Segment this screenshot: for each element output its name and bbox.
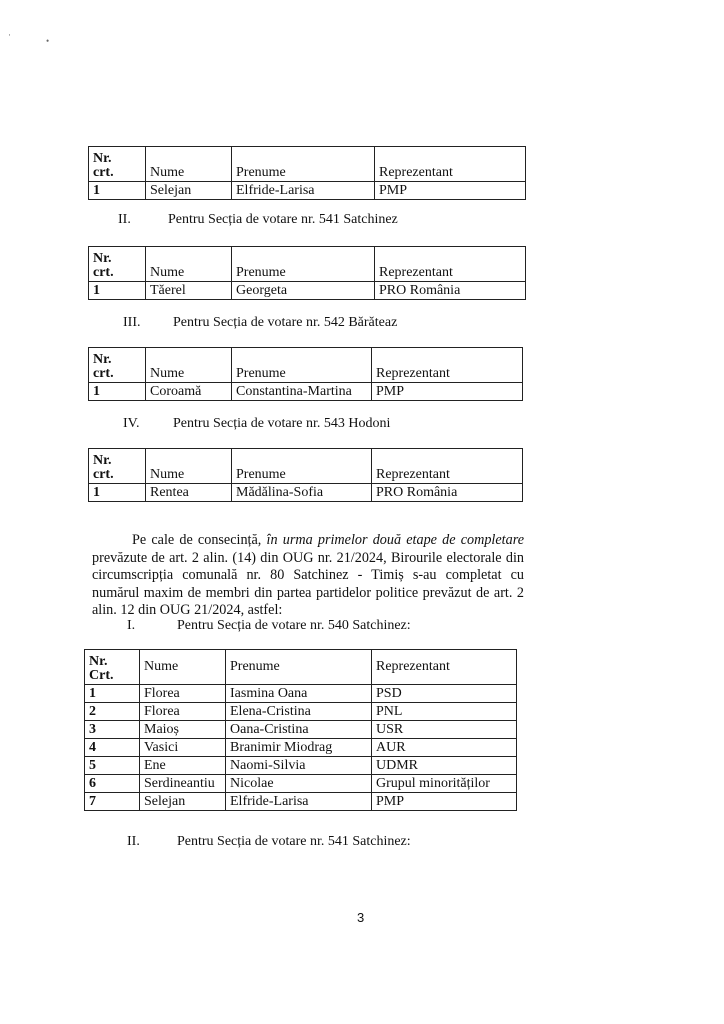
cell-nume: Vasici xyxy=(140,739,226,757)
table-header-row xyxy=(89,147,526,182)
table-header-row xyxy=(89,348,523,383)
cell-prenume: Elfride-Larisa xyxy=(226,793,372,811)
table-row xyxy=(89,282,526,300)
cell-prenume: Georgeta xyxy=(232,282,375,300)
table-row xyxy=(85,757,517,775)
cell-reprezentant: Grupul minorităților xyxy=(372,775,517,793)
cell-nume: Serdineantiu xyxy=(140,775,226,793)
section-heading xyxy=(127,834,411,850)
header-nr: Nr. crt. xyxy=(89,348,146,383)
cell-nume: Tăerel xyxy=(146,282,232,300)
header-nr: Nr. Crt. xyxy=(85,650,140,685)
cell-nr: 4 xyxy=(85,739,140,757)
header-nume: Nume xyxy=(146,348,232,383)
table-row xyxy=(85,739,517,757)
table-row xyxy=(85,793,517,811)
table-row xyxy=(85,721,517,739)
header-nr: Nr. crt. xyxy=(89,449,146,484)
header-reprezentant: Reprezentant xyxy=(375,247,526,282)
cell-nume: Florea xyxy=(140,685,226,703)
header-nume: Nume xyxy=(146,247,232,282)
cell-reprezentant: PNL xyxy=(372,703,517,721)
header-reprezentant: Reprezentant xyxy=(372,650,517,685)
cell-nume: Coroamă xyxy=(146,383,232,401)
header-nr: Nr. crt. xyxy=(89,147,146,182)
section-heading xyxy=(118,212,398,228)
cell-prenume: Oana-Cristina xyxy=(226,721,372,739)
cell-nr: 1 xyxy=(89,383,146,401)
header-prenume: Prenume xyxy=(232,348,372,383)
table-row xyxy=(89,383,523,401)
header-nr: Nr. crt. xyxy=(89,247,146,282)
table-section-541 xyxy=(88,246,526,300)
section-number: IV. xyxy=(123,416,140,431)
cell-prenume: Branimir Miodrag xyxy=(226,739,372,757)
cell-nume: Rentea xyxy=(146,484,232,502)
scan-mark: • xyxy=(46,36,50,46)
section-title: Pentru Secția de votare nr. 541 Satchinez xyxy=(168,212,398,227)
table-section-542 xyxy=(88,347,523,401)
header-prenume: Prenume xyxy=(232,247,375,282)
header-reprezentant: Reprezentant xyxy=(375,147,526,182)
cell-nr: 1 xyxy=(85,685,140,703)
cell-reprezentant: AUR xyxy=(372,739,517,757)
cell-nume: Florea xyxy=(140,703,226,721)
header-reprezentant: Reprezentant xyxy=(372,449,523,484)
consequence-paragraph xyxy=(92,532,524,620)
paragraph-text-2: prevăzute de art. 2 alin. (14) din OUG nr. 21/2024, Birourile electorale din circumscripția comunală nr. 80 Satchinez - Timiș s-au completat cu numărul maxim de membri din partea partidelor politice prevăzut de art. 2 alin. 12 din OUG 21/2024, astfel: xyxy=(92,549,524,618)
cell-prenume: Elfride-Larisa xyxy=(232,182,375,200)
cell-prenume: Iasmina Oana xyxy=(226,685,372,703)
cell-reprezentant: PMP xyxy=(372,793,517,811)
cell-prenume: Naomi-Silvia xyxy=(226,757,372,775)
table-section-543 xyxy=(88,448,523,502)
table-completed-540 xyxy=(84,649,517,811)
cell-reprezentant: PMP xyxy=(372,383,523,401)
cell-nr: 3 xyxy=(85,721,140,739)
section-number: II. xyxy=(127,834,140,849)
section-number: III. xyxy=(123,315,141,330)
table-header-row xyxy=(89,449,523,484)
cell-nume: Selejan xyxy=(140,793,226,811)
table-row xyxy=(85,685,517,703)
table-header-row xyxy=(89,247,526,282)
cell-reprezentant: PMP xyxy=(375,182,526,200)
table-header-row xyxy=(85,650,517,685)
section-title: Pentru Secția de votare nr. 540 Satchinez: xyxy=(177,618,411,633)
section-heading xyxy=(127,618,411,634)
header-reprezentant: Reprezentant xyxy=(372,348,523,383)
cell-nr: 1 xyxy=(89,182,146,200)
section-heading xyxy=(123,315,397,331)
section-number: II. xyxy=(118,212,131,227)
cell-nume: Ene xyxy=(140,757,226,775)
cell-prenume: Elena-Cristina xyxy=(226,703,372,721)
table-row xyxy=(89,182,526,200)
cell-nume: Selejan xyxy=(146,182,232,200)
section-title: Pentru Secția de votare nr. 542 Bărăteaz xyxy=(173,315,398,330)
header-prenume: Prenume xyxy=(232,147,375,182)
section-title: Pentru Secția de votare nr. 543 Hodoni xyxy=(173,416,391,431)
cell-reprezentant: PRO România xyxy=(375,282,526,300)
cell-reprezentant: PSD xyxy=(372,685,517,703)
cell-nr: 6 xyxy=(85,775,140,793)
header-prenume: Prenume xyxy=(226,650,372,685)
cell-prenume: Constantina-Martina xyxy=(232,383,372,401)
paragraph-text-1: Pe cale de consecință, xyxy=(132,532,267,548)
header-nume: Nume xyxy=(146,147,232,182)
table-section-540 xyxy=(88,146,526,200)
section-heading xyxy=(123,416,390,432)
header-nume: Nume xyxy=(146,449,232,484)
cell-nr: 2 xyxy=(85,703,140,721)
header-nume: Nume xyxy=(140,650,226,685)
section-title: Pentru Secția de votare nr. 541 Satchinez: xyxy=(177,834,411,849)
cell-reprezentant: PRO România xyxy=(372,484,523,502)
paragraph-italic: în urma primelor două etape de completare xyxy=(266,532,524,548)
header-prenume: Prenume xyxy=(232,449,372,484)
cell-reprezentant: USR xyxy=(372,721,517,739)
scan-mark: · xyxy=(8,30,11,40)
table-row xyxy=(85,703,517,721)
cell-prenume: Mădălina-Sofia xyxy=(232,484,372,502)
cell-prenume: Nicolae xyxy=(226,775,372,793)
section-number: I. xyxy=(127,618,136,633)
cell-nume: Maioș xyxy=(140,721,226,739)
cell-nr: 1 xyxy=(89,484,146,502)
cell-nr: 1 xyxy=(89,282,146,300)
table-row xyxy=(89,484,523,502)
cell-reprezentant: UDMR xyxy=(372,757,517,775)
cell-nr: 7 xyxy=(85,793,140,811)
table-row xyxy=(85,775,517,793)
page-number: 3 xyxy=(357,910,365,925)
cell-nr: 5 xyxy=(85,757,140,775)
